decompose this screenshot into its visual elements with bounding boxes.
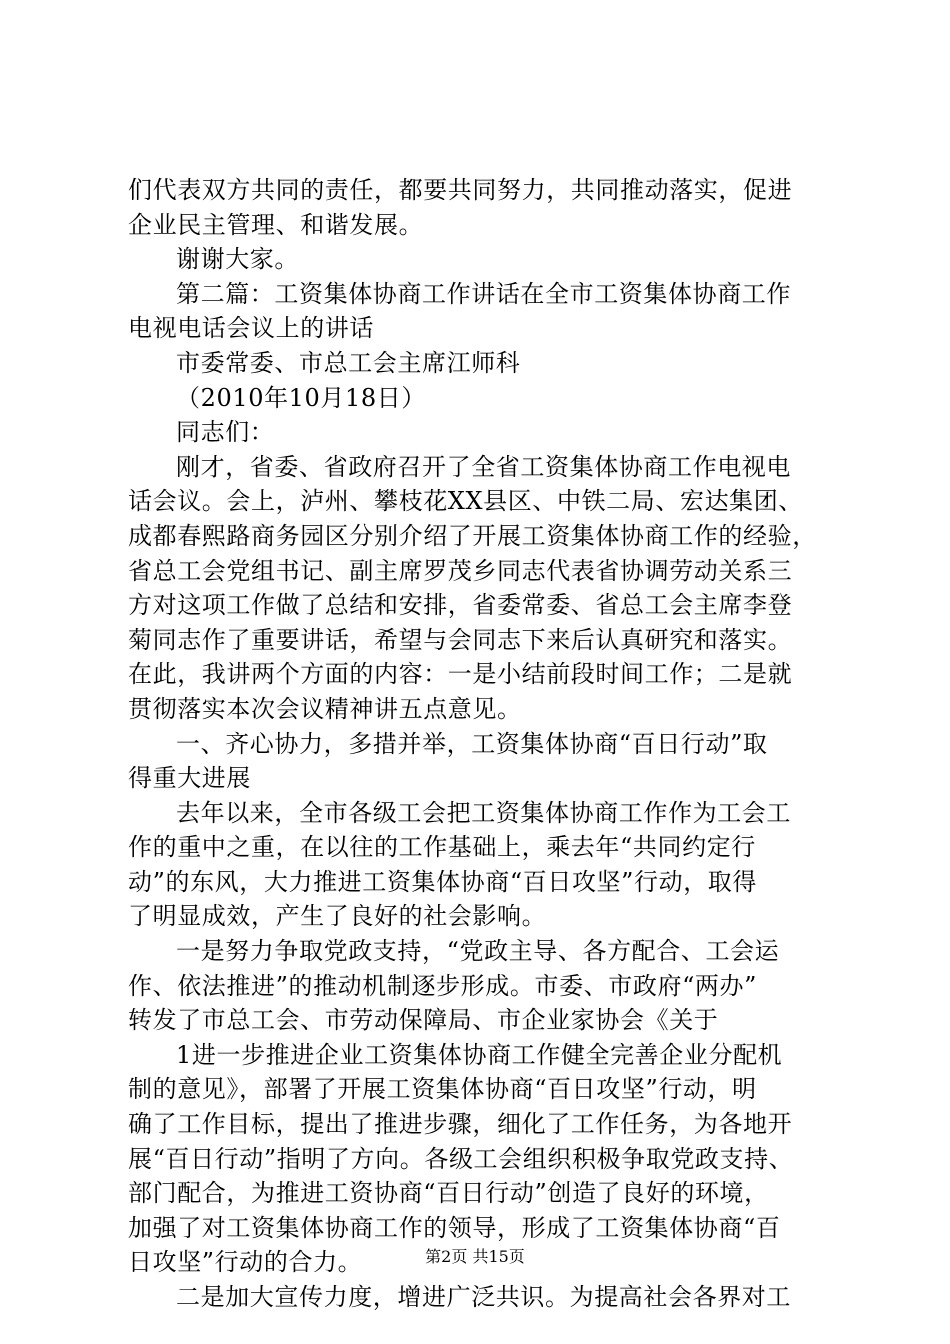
text-line: 省总工会党组书记、副主席罗茂乡同志代表省协调劳动关系三 <box>128 556 793 585</box>
document-body <box>128 173 828 1315</box>
text-line: 市委常委、市总工会主席江师科 <box>176 348 521 377</box>
text-line: 转发了市总工会、市劳动保障局、市企业家协会《关于 <box>128 1006 719 1035</box>
text-line: 电视电话会议上的讲话 <box>128 314 374 343</box>
text-line: 成都春熙路商务园区分别介绍了开展工资集体协商工作的经验， <box>128 521 817 550</box>
text-line: 了明显成效，产生了良好的社会影响。 <box>128 902 547 931</box>
text-line: 方对这项工作做了总结和安排，省委常委、省总工会主席李登 <box>128 591 793 620</box>
text-line: 展“百日行动”指明了方向。各级工会组织积极争取党政支持、 <box>128 1144 794 1173</box>
text-line: 一是努力争取党政支持，“党政主导、各方配合、工会运 <box>176 937 780 966</box>
page-footer: 第2页 共15页 <box>425 1247 525 1266</box>
text-line: 企业民主管理、和谐发展。 <box>128 210 424 239</box>
text-line: 作的重中之重，在以往的工作基础上，乘去年“共同约定行 <box>128 833 756 862</box>
text-line: 贯彻落实本次会议精神讲五点意见。 <box>128 694 522 723</box>
text-line: 加强了对工资集体协商工作的领导，形成了工资集体协商“百 <box>128 1213 781 1242</box>
text-line: 谢谢大家。 <box>176 245 299 274</box>
text-line: 得重大进展 <box>128 764 251 793</box>
text-line: 1进一步推进企业工资集体协商工作健全完善企业分配机 <box>176 1040 783 1069</box>
text-line: 作、依法推进”的推动机制逐步形成。市委、市政府“两办” <box>128 971 758 1000</box>
text-line: 制的意见》，部署了开展工资集体协商“百日攻坚”行动，明 <box>128 1075 757 1104</box>
text-line: 同志们： <box>176 418 275 447</box>
text-line: 在此，我讲两个方面的内容：一是小结前段时间工作；二是就 <box>128 660 793 689</box>
text-line: （2010年10月18日） <box>176 383 426 412</box>
text-line: 们代表双方共同的责任，都要共同努力，共同推动落实，促进 <box>128 176 793 204</box>
text-line: 刚才，省委、省政府召开了全省工资集体协商工作电视电 <box>176 452 791 481</box>
text-line: 一、齐心协力，多措并举，工资集体协商“百日行动”取 <box>176 729 768 758</box>
text-line: 二是加大宣传力度，增进广泛共识。为提高社会各界对工 <box>176 1283 791 1311</box>
text-line: 部门配合，为推进工资协商“百日行动”创造了良好的环境， <box>128 1179 769 1208</box>
text-line: 话会议。会上，泸州、攀枝花XX县区、中铁二局、宏达集团、 <box>128 487 803 516</box>
text-line: 确了工作目标，提出了推进步骤，细化了工作任务，为各地开 <box>128 1110 793 1139</box>
text-line: 去年以来，全市各级工会把工资集体协商工作作为工会工 <box>176 798 791 827</box>
text-line: 日攻坚”行动的合力。 <box>128 1248 363 1277</box>
text-line: 菊同志作了重要讲话，希望与会同志下来后认真研究和落实。 <box>128 625 793 654</box>
text-line: 动”的东风，大力推进工资集体协商“百日攻坚”行动，取得 <box>128 867 758 896</box>
text-line: 第二篇：工资集体协商工作讲话在全市工资集体协商工作 <box>176 279 791 308</box>
